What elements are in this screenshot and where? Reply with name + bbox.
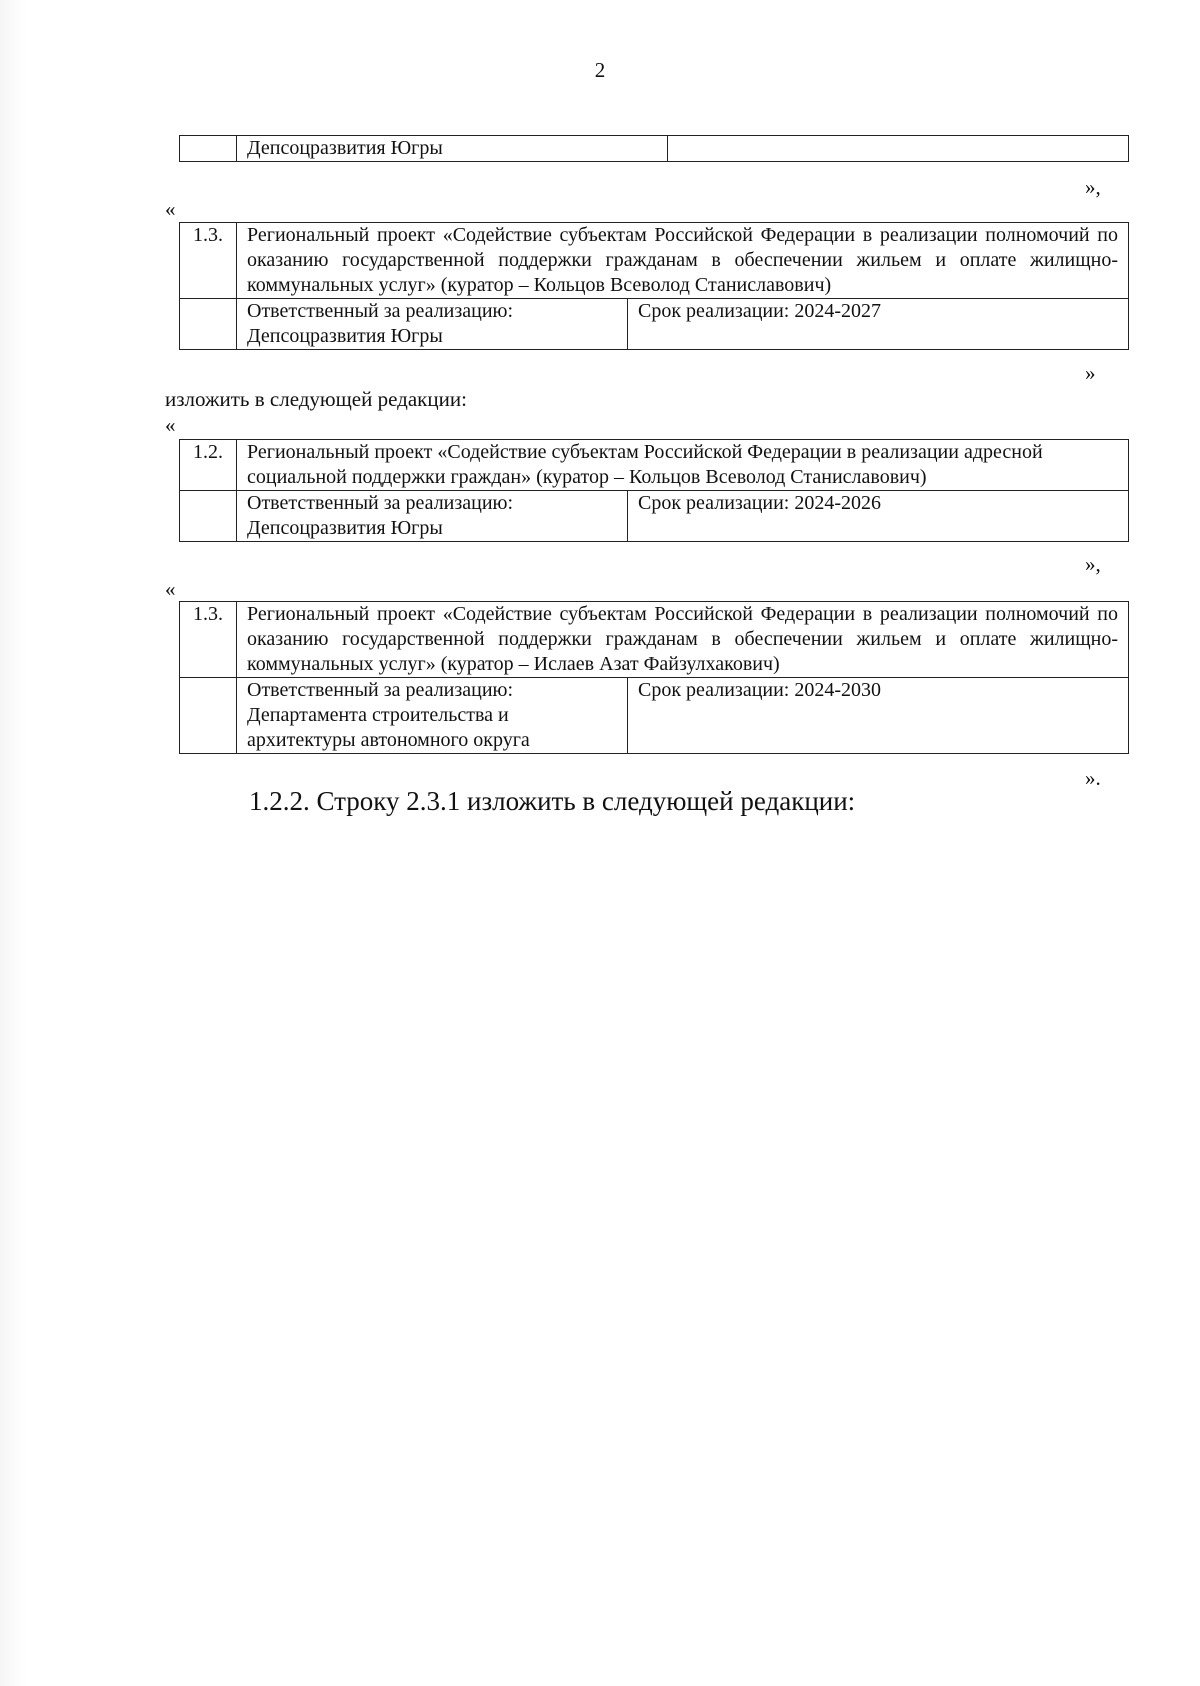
table-row [180,223,1129,299]
closing-quote: ». [1085,766,1101,790]
opening-quote: « [165,197,176,221]
executor-cell: Депсоцразвития Югры [237,136,668,162]
table-row [180,602,1129,678]
table-row [180,299,1129,350]
responsible-cell: Ответственный за реализацию: Депсоцразвития Югры [237,491,628,542]
instruction-text: изложить в следующей редакции: [165,387,467,411]
page-number: 2 [594,58,606,82]
table-row [180,678,1129,754]
empty-cell [180,678,237,754]
term-cell: Срок реализации: 2024-2027 [628,299,1129,350]
number-cell [180,136,237,162]
empty-cell [180,299,237,350]
term-cell: Срок реализации: 2024-2026 [628,491,1129,542]
project-title: Региональный проект «Содействие субъектам Российской Федерации в реализации полномочий по оказанию государственной поддержки гражданам в обеспечении жильем и оплате жилищно-коммунальных услуг» (куратор – Ислаев Азат Файзулхакович) [237,602,1129,678]
table-row [180,491,1129,542]
row-number: 1.3. [180,223,237,299]
opening-quote: « [165,413,176,437]
scan-edge-shadow [0,0,26,1686]
row-number: 1.2. [180,440,237,491]
responsible-cell: Ответственный за реализацию: Депсоцразвития Югры [237,299,628,350]
table-new-row-1-2 [179,439,1129,542]
project-title: Региональный проект «Содействие субъектам Российской Федерации в реализации полномочий по оказанию государственной поддержки гражданам в обеспечении жильем и оплате жилищно-коммунальных услуг» (куратор – Кольцов Всеволод Станиславович) [237,223,1129,299]
closing-quote: », [1085,175,1101,199]
term-cell [668,136,1129,162]
opening-quote: « [165,577,176,601]
row-number: 1.3. [180,602,237,678]
term-cell: Срок реализации: 2024-2030 [628,678,1129,754]
table-row [180,136,1129,162]
table-row [180,440,1129,491]
table-old-row-1-3 [179,222,1129,350]
table-new-row-1-3 [179,601,1129,754]
empty-cell [180,491,237,542]
project-title: Региональный проект «Содействие субъектам Российской Федерации в реализации адресной социальной поддержки граждан» (куратор – Кольцов Всеволод Станиславович) [237,440,1129,491]
closing-quote: » [1085,361,1096,385]
table-fragment-top [179,135,1129,162]
responsible-cell: Ответственный за реализацию: Департамента строительства и архитектуры автономного округа [237,678,628,754]
section-heading: 1.2.2. Строку 2.3.1 изложить в следующей редакции: [249,786,856,816]
closing-quote: », [1085,552,1101,576]
